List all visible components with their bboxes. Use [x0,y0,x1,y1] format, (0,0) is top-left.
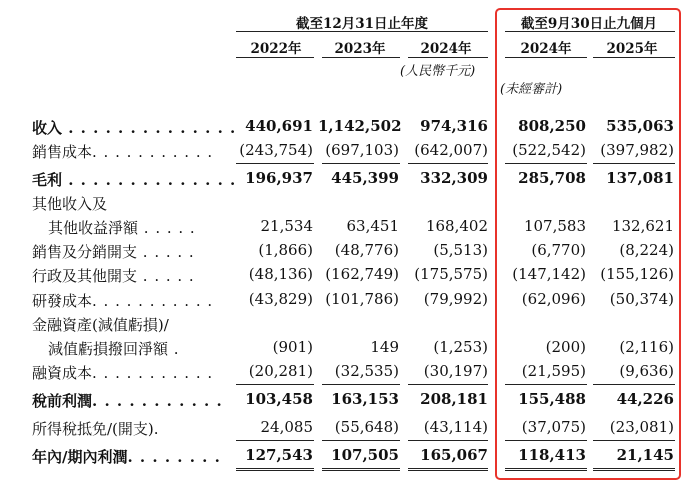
cell-value: 107,583 [523,217,586,235]
subtotal-rule [322,384,400,385]
cell-value: 21,534 [260,217,313,235]
cell-value: (6,770) [531,241,586,259]
row-label [32,418,160,439]
cell-value: 332,309 [420,169,488,187]
row-label [32,141,213,162]
cell-value: (43,114) [423,418,488,436]
cell-value: (162,749) [325,265,399,283]
cell-value: (32,535) [334,362,399,380]
year-underline [408,57,488,58]
subtotal-rule [505,440,587,441]
cell-value: (48,136) [248,265,313,283]
cell-value: (50,374) [609,290,674,308]
leader-dots: . [153,420,160,438]
row-label [32,193,107,214]
row-label-text: 研發成本 [32,292,93,310]
cell-value: (37,075) [521,418,586,436]
subtotal-rule [593,384,675,385]
cell-value: (243,754) [239,141,313,159]
subtotal-rule [593,163,675,164]
row-label-text: 行政及其他開支 [32,267,138,285]
cell-value: 44,226 [616,390,674,408]
subtotal-rule [408,384,488,385]
row-label-text: 收入 [32,119,63,137]
cell-value: 196,937 [245,169,313,187]
row-label-text: 融資成本 [32,364,93,382]
subtotal-rule [236,163,314,164]
leader-dots: . . . . . . . . [127,448,221,466]
row-label [32,241,195,262]
leader-dots: . . . . . . . . . . . [92,143,214,161]
leader-dots: . . . . . . . . . . . . . . [62,171,237,189]
year-header: 2023年 [334,41,386,57]
leader-dots: . [168,340,180,358]
row-label-text: 年內/期內利潤 [32,448,128,466]
cell-value: (21,595) [521,362,586,380]
row-label [32,290,213,311]
cell-value: (642,007) [414,141,488,159]
cell-value: 132,621 [611,217,674,235]
year-underline [322,57,400,58]
cell-value: 149 [370,338,399,356]
cell-value: (1,866) [258,241,313,259]
year-underline [236,57,314,58]
row-label [48,217,196,238]
subtotal-rule [505,163,587,164]
currency-note: (人民幣千元) [400,64,476,79]
cell-value: (155,126) [600,265,674,283]
subtotal-rule [505,384,587,385]
cell-value: (397,982) [600,141,674,159]
subtotal-rule [236,440,314,441]
cell-value: 535,063 [606,117,674,135]
leader-dots: . . . . . . . . . . . [92,392,223,410]
cell-value: (522,542) [512,141,586,159]
cell-value: (9,636) [619,362,674,380]
row-label-text: 其他收入及 [32,195,108,213]
subtotal-rule [236,384,314,385]
row-label-text: 銷售成本 [32,143,93,161]
cell-value: (79,992) [423,290,488,308]
row-label-text: 稅前利潤 [32,392,93,410]
row-label [32,362,213,383]
cell-value: (147,142) [512,265,586,283]
unaudited-note: (未經審計) [500,82,563,97]
cell-value: 137,081 [606,169,674,187]
row-label [32,390,223,411]
leader-dots: . . . . . [138,219,196,237]
row-label-text: 金融資產(減值虧損)/ [32,316,169,334]
cell-value: 24,085 [260,418,313,436]
cell-value: 165,067 [420,446,488,464]
row-label-text: 所得稅抵免/(開支) [32,420,154,438]
subtotal-rule [408,163,488,164]
group-header-underline [236,31,488,32]
cell-value: (5,513) [433,241,488,259]
cell-value: 285,708 [518,169,586,187]
cell-value: (2,116) [619,338,674,356]
cell-value: 127,543 [245,446,313,464]
total-double-rule [505,468,587,471]
row-label-text: 毛利 [32,171,63,189]
subtotal-rule [322,440,400,441]
cell-value: (48,776) [334,241,399,259]
leader-dots: . . . . . . . . . . . [92,292,214,310]
highlight-box [495,8,681,480]
row-label [32,117,236,138]
row-label-text: 銷售及分銷開支 [32,243,138,261]
row-label [32,169,236,190]
cell-value: 974,316 [420,117,488,135]
cell-value: 118,413 [518,446,586,464]
row-label [32,265,195,286]
year-header: 2025年 [606,41,658,57]
cell-value: 440,691 [245,117,313,135]
subtotal-rule [408,440,488,441]
year-header: 2024年 [420,41,472,57]
group-header-year-ended: 截至12月31日止年度 [295,16,429,32]
cell-value: 103,458 [245,390,313,408]
leader-dots: . . . . . [137,243,195,261]
row-label-text: 其他收益淨額 [48,219,139,237]
cell-value: 445,399 [331,169,399,187]
leader-dots: . . . . . . . . . . . . . . [62,119,237,137]
cell-value: (1,253) [433,338,488,356]
cell-value: (23,081) [609,418,674,436]
cell-value: (30,197) [423,362,488,380]
year-header: 2022年 [250,41,302,57]
cell-value: (62,096) [521,290,586,308]
cell-value: 63,451 [346,217,399,235]
leader-dots: . . . . . . . . . . . [92,364,214,382]
group-header-nine-months: 截至9月30日止九個月 [520,16,658,32]
total-double-rule [322,468,400,471]
cell-value: 1,142,502 [318,117,402,135]
cell-value: 163,153 [331,390,399,408]
total-double-rule [236,468,314,471]
cell-value: 107,505 [331,446,399,464]
cell-value: (20,281) [248,362,313,380]
total-double-rule [408,468,488,471]
cell-value: (43,829) [248,290,313,308]
cell-value: (697,103) [325,141,399,159]
cell-value: (8,224) [619,241,674,259]
subtotal-rule [322,163,400,164]
cell-value: 168,402 [425,217,488,235]
subtotal-rule [593,440,675,441]
year-header: 2024年 [520,41,572,57]
leader-dots: . . . . . [137,267,195,285]
cell-value: 21,145 [616,446,674,464]
cell-value: 155,488 [518,390,586,408]
cell-value: (55,648) [334,418,399,436]
row-label [48,338,180,359]
row-label [32,446,221,467]
cell-value: (901) [272,338,313,356]
cell-value: (175,575) [414,265,488,283]
row-label [32,314,169,335]
cell-value: (101,786) [325,290,399,308]
total-double-rule [593,468,675,471]
cell-value: 208,181 [420,390,488,408]
cell-value: 808,250 [518,117,586,135]
row-label-text: 減值虧損撥回淨額 [48,340,169,358]
cell-value: (200) [545,338,586,356]
